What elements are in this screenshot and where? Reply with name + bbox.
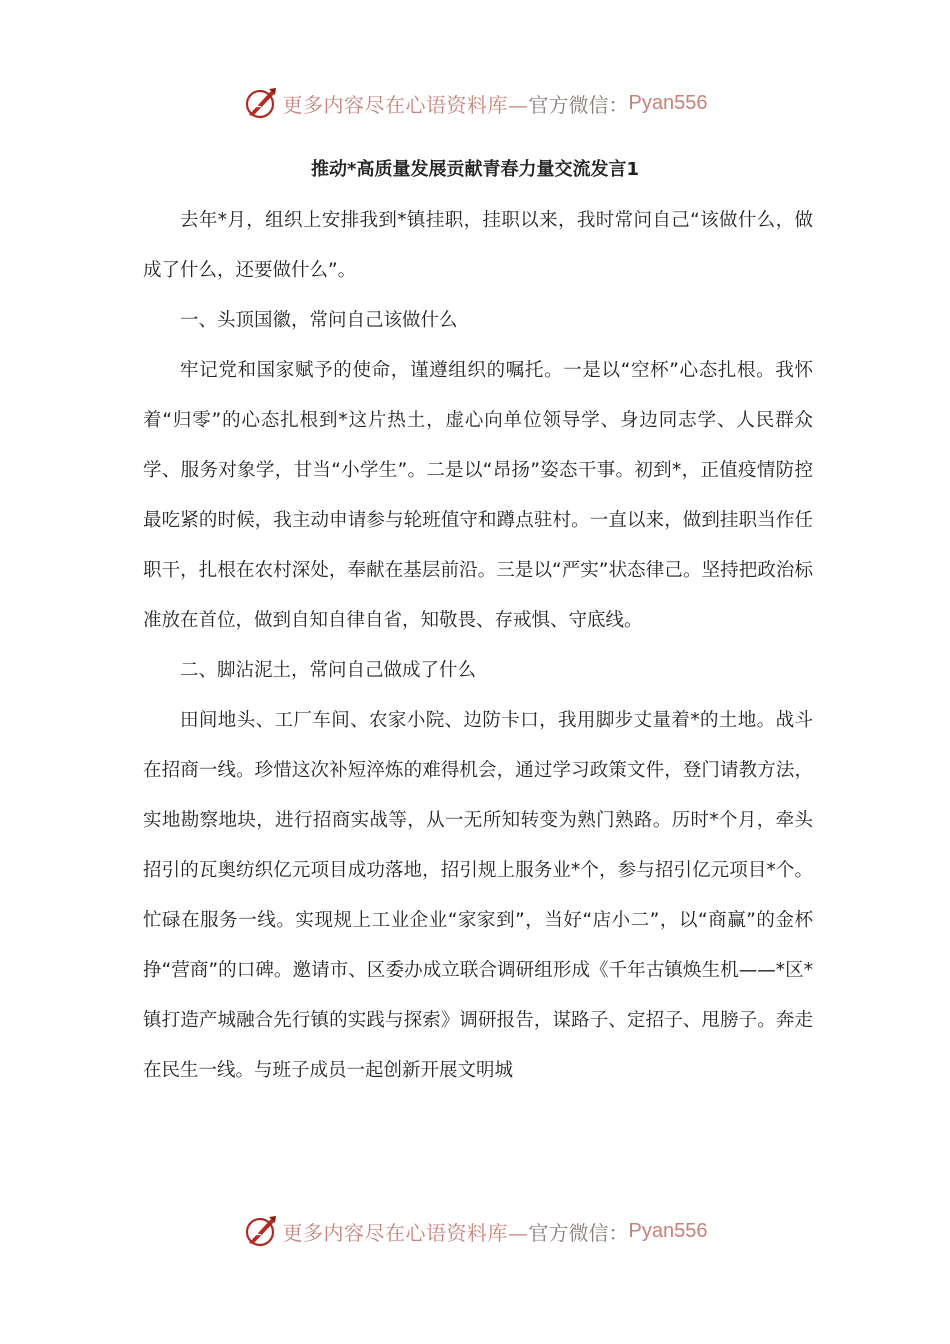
banner-wechat-id: Pyan556 <box>628 91 708 114</box>
section-heading-2: 二、脚沾泥土，常问自己做成了什么 <box>180 660 477 681</box>
header-banner <box>0 83 950 123</box>
document-body <box>143 196 813 1096</box>
quill-pen-icon <box>243 1213 279 1249</box>
banner-wechat-label: 官方微信： <box>528 1220 629 1245</box>
document-title: 推动*高质量发展贡献青春力量交流发言1 <box>311 159 639 180</box>
paragraph-section-1: 牢记党和国家赋予的使命，谨遵组织的嘱托。一是以“空杯”心态扎根。我怀着“归零”的心态扎根到*这片热土，虚心向单位领导学、身边同志学、人民群众学、服务对象学，甘当“小学生”。二是以“昂扬”姿态干事。初到*，正值疫情防控最吃紧的时候，我主动申请参与轮班值守和蹲点驻村。一直以来，做到挂职当作任职干，扎根在农村深处，奉献在基层前沿。三是以“严实”状态律己。坚持把政治标准放在首位，做到自知自律自省，知敬畏、存戒惧、守底线。 <box>143 360 813 631</box>
banner-text: 更多内容尽在心语资料库— <box>282 1220 529 1245</box>
banner-wechat-id: Pyan556 <box>628 1219 708 1242</box>
footer-banner <box>0 1211 950 1251</box>
banner-wechat-label: 官方微信： <box>528 92 629 117</box>
banner-text: 更多内容尽在心语资料库— <box>282 92 529 117</box>
quill-pen-icon <box>243 85 279 121</box>
paragraph-intro: 去年*月，组织上安排我到*镇挂职，挂职以来，我时常问自己“该做什么，做成了什么，还要做什么”。 <box>143 210 813 281</box>
paragraph-section-2: 田间地头、工厂车间、农家小院、边防卡口，我用脚步丈量着*的土地。战斗在招商一线。珍惜这次补短淬炼的难得机会，通过学习政策文件，登门请教方法，实地勘察地块，进行招商实战等，从一无所知转变为熟门熟路。历时*个月，牵头招引的瓦奥纺织亿元项目成功落地，招引规上服务业*个，参与招引亿元项目*个。忙碌在服务一线。实现规上工业企业“家家到”，当好“店小二”，以“商赢”的金杯挣“营商”的口碑。邀请市、区委办成立联合调研组形成《千年古镇焕生机——*区*镇打造产城融合先行镇的实践与探索》调研报告，谋路子、定招子、甩膀子。奔走在民生一线。与班子成员一起创新开展文明城 <box>143 710 813 1081</box>
section-heading-1: 一、头顶国徽，常问自己该做什么 <box>180 310 458 331</box>
